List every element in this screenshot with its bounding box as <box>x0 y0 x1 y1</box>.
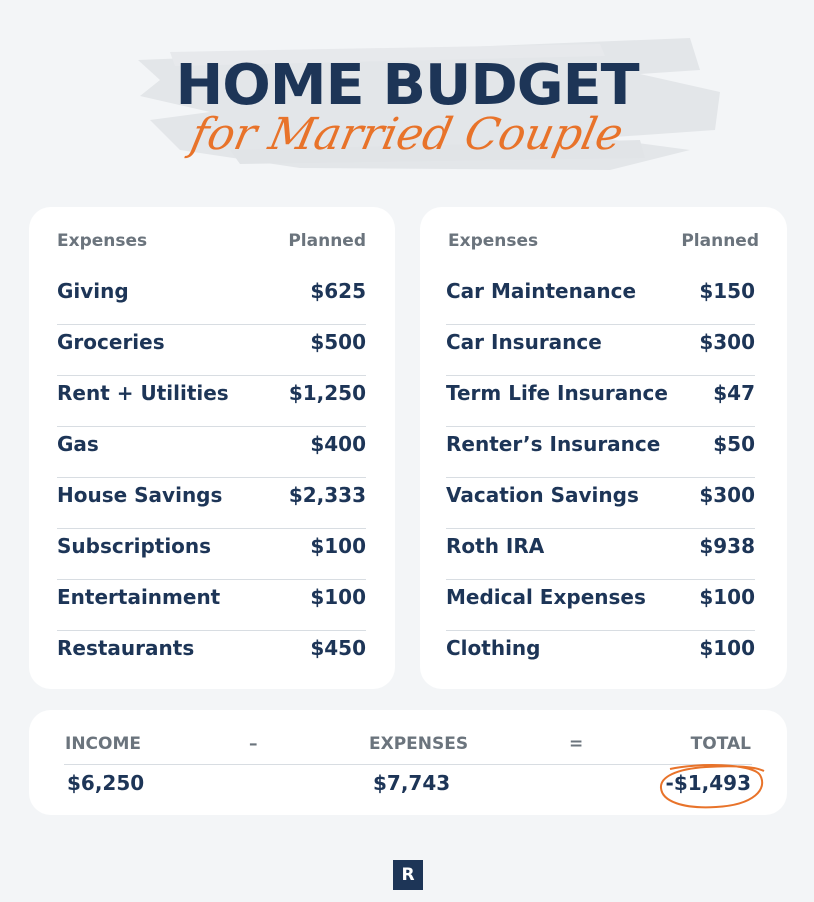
expense-row <box>57 478 366 529</box>
page-title: HOME BUDGET <box>175 53 639 118</box>
equals-sign: = <box>569 734 584 754</box>
expense-name: Medical Expenses <box>446 585 646 609</box>
expense-amount: $150 <box>699 279 755 303</box>
expense-row <box>446 274 755 325</box>
total-value: -$1,493 <box>665 771 751 795</box>
expenses-column-header: Expenses <box>448 231 539 251</box>
expense-amount: $100 <box>310 534 366 558</box>
expense-row <box>57 274 366 325</box>
expense-row <box>446 478 755 529</box>
expense-name: Clothing <box>446 636 541 660</box>
expense-row <box>446 580 755 631</box>
expense-name: Giving <box>57 279 129 303</box>
expense-row <box>57 631 366 681</box>
expense-amount: $100 <box>699 585 755 609</box>
expense-amount: $100 <box>310 585 366 609</box>
expense-name: Gas <box>57 432 99 456</box>
income-value: $6,250 <box>67 771 145 795</box>
expense-name: Restaurants <box>57 636 195 660</box>
expense-row <box>446 325 755 376</box>
expense-amount: $300 <box>699 330 755 354</box>
expense-amount: $100 <box>699 636 755 660</box>
expense-row <box>57 580 366 631</box>
expense-amount: $938 <box>699 534 755 558</box>
left-expense-card <box>29 207 395 689</box>
expense-amount: $450 <box>310 636 366 660</box>
right-expense-list <box>446 274 755 681</box>
expense-name: Rent + Utilities <box>57 381 229 405</box>
total-label: TOTAL <box>690 734 751 754</box>
expense-amount: $47 <box>713 381 755 405</box>
expense-name: Roth IRA <box>446 534 545 558</box>
planned-column-header: Planned <box>288 231 366 251</box>
expense-name: Entertainment <box>57 585 221 609</box>
expense-row <box>446 427 755 478</box>
ramsey-logo: R <box>393 860 423 890</box>
minus-sign: – <box>249 734 258 754</box>
income-label: INCOME <box>65 734 142 754</box>
summary-card <box>29 710 787 815</box>
expense-row <box>57 376 366 427</box>
expense-row <box>57 325 366 376</box>
expense-amount: $400 <box>310 432 366 456</box>
expense-name: Car Maintenance <box>446 279 637 303</box>
expense-name: Term Life Insurance <box>446 381 668 405</box>
expense-amount: $1,250 <box>288 381 366 405</box>
expense-amount: $2,333 <box>288 483 366 507</box>
expense-name: Subscriptions <box>57 534 212 558</box>
expense-amount: $500 <box>310 330 366 354</box>
expenses-value: $7,743 <box>373 771 451 795</box>
left-expense-list <box>57 274 366 681</box>
expense-amount: $50 <box>713 432 755 456</box>
expense-name: House Savings <box>57 483 223 507</box>
expense-row <box>57 529 366 580</box>
expense-name: Car Insurance <box>446 330 602 354</box>
expense-row <box>57 427 366 478</box>
expenses-label: EXPENSES <box>369 734 469 754</box>
page-subtitle: for Married Couple <box>186 109 628 160</box>
expense-name: Vacation Savings <box>446 483 639 507</box>
expense-name: Renter’s Insurance <box>446 432 661 456</box>
expense-row <box>446 529 755 580</box>
expenses-column-header: Expenses <box>57 231 148 251</box>
expense-name: Groceries <box>57 330 165 354</box>
header <box>0 0 814 190</box>
summary-divider <box>64 764 752 765</box>
right-expense-card <box>420 207 787 689</box>
planned-column-header: Planned <box>681 231 759 251</box>
expense-row <box>446 376 755 427</box>
expense-amount: $300 <box>699 483 755 507</box>
expense-row <box>446 631 755 681</box>
expense-amount: $625 <box>310 279 366 303</box>
